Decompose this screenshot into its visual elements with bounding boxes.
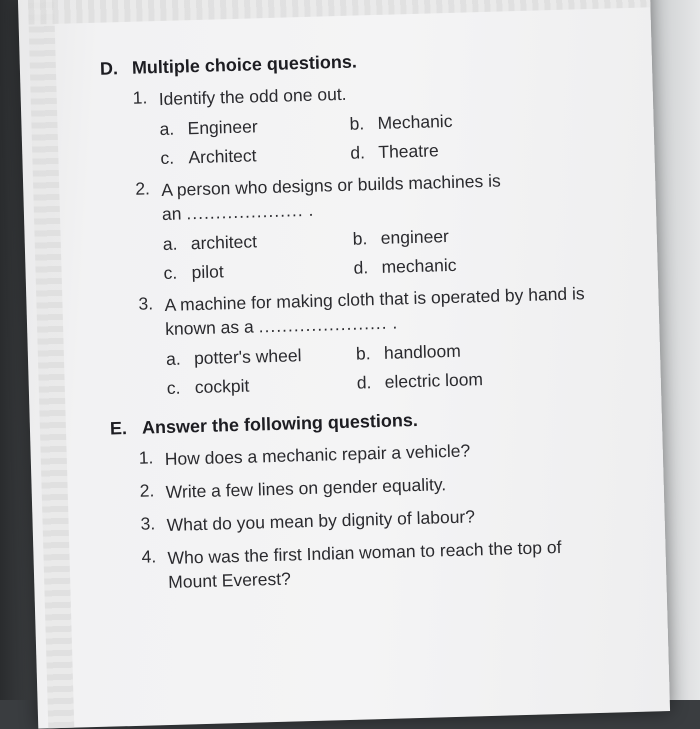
mcq-question-3 — [106, 280, 647, 343]
question-number: 3. — [140, 513, 156, 534]
option-text: Theatre — [378, 140, 439, 162]
answer-question-1 — [111, 433, 651, 472]
option-text: Mechanic — [377, 110, 453, 133]
answer-blank: .................... — [186, 200, 304, 224]
question-end: . — [308, 199, 314, 220]
option-label: c. — [166, 377, 181, 398]
option-text: potter's wheel — [193, 345, 302, 369]
option-label: d. — [356, 372, 372, 393]
section-e-heading — [110, 403, 650, 439]
question-line-1: A person who designs or builds machines is — [161, 170, 501, 201]
option-text: cockpit — [194, 375, 250, 398]
option-text: Engineer — [187, 116, 258, 139]
worksheet-content — [100, 44, 655, 596]
option-d — [356, 367, 547, 393]
section-e-title: Answer the following questions. — [141, 409, 419, 438]
mcq-options-2 — [163, 221, 646, 284]
book-page — [18, 0, 670, 729]
option-label: c. — [163, 262, 178, 284]
question-number: 3. — [138, 293, 154, 314]
section-d-title: Multiple choice questions. — [131, 51, 358, 78]
option-text: Architect — [188, 145, 257, 168]
question-end: . — [392, 312, 398, 333]
answer-question-4 — [113, 532, 654, 595]
question-line-2: Mount Everest? — [167, 568, 292, 592]
question-line-1: A machine for making cloth that is operated by hand is — [164, 283, 585, 315]
question-number: 1. — [138, 447, 154, 468]
option-label: d. — [353, 257, 369, 278]
option-label: a. — [162, 233, 178, 255]
option-b — [349, 108, 540, 134]
option-label: b. — [349, 113, 365, 134]
question-text: Write a few lines on gender equality. — [165, 474, 447, 503]
question-number: 2. — [139, 480, 155, 501]
question-text: Identify the odd one out. — [158, 83, 347, 110]
option-d — [350, 137, 541, 163]
mcq-question-2 — [103, 165, 644, 228]
question-number: 2. — [134, 178, 151, 199]
section-d-heading — [100, 44, 640, 80]
option-a — [166, 344, 357, 370]
option-label: c. — [160, 147, 175, 169]
question-line-1: Who was the first Indian woman to reach the top of — [167, 537, 562, 569]
option-c — [160, 143, 351, 169]
question-text — [161, 165, 644, 226]
question-number: 4. — [141, 546, 157, 567]
option-b — [356, 338, 547, 364]
option-text: electric loom — [384, 369, 484, 392]
option-c — [163, 258, 354, 284]
option-d — [353, 252, 544, 278]
question-line-2: known as a — [164, 316, 254, 339]
page-decorative-border — [28, 0, 74, 728]
option-text: mechanic — [381, 254, 457, 277]
question-number: 1. — [132, 87, 148, 108]
answer-question-3 — [112, 499, 652, 538]
option-b — [352, 223, 543, 249]
option-text: architect — [190, 231, 258, 254]
option-label: b. — [355, 343, 371, 364]
mcq-question-1 — [100, 74, 640, 113]
mcq-options-1 — [159, 106, 642, 169]
question-line-2: an — [161, 203, 182, 225]
mcq-options-3 — [166, 336, 649, 399]
option-label: b. — [352, 228, 368, 249]
answer-blank: ...................... — [258, 312, 388, 337]
question-text — [167, 532, 654, 594]
option-a — [159, 114, 350, 140]
answer-question-2 — [111, 466, 651, 505]
section-e-letter: E. — [109, 418, 128, 439]
option-label: d. — [350, 142, 366, 163]
option-text: pilot — [191, 261, 225, 283]
section-d-letter: D. — [99, 58, 119, 79]
option-c — [167, 373, 358, 399]
option-label: a. — [159, 118, 175, 140]
option-text: engineer — [380, 226, 450, 248]
question-text — [164, 280, 647, 341]
option-a — [163, 229, 354, 255]
question-text: What do you mean by dignity of labour? — [166, 506, 476, 536]
option-label: a. — [165, 348, 181, 369]
option-text: handloom — [383, 340, 462, 363]
page-decorative-top-border — [28, 0, 650, 25]
question-text: How does a mechanic repair a vehicle? — [164, 440, 471, 470]
